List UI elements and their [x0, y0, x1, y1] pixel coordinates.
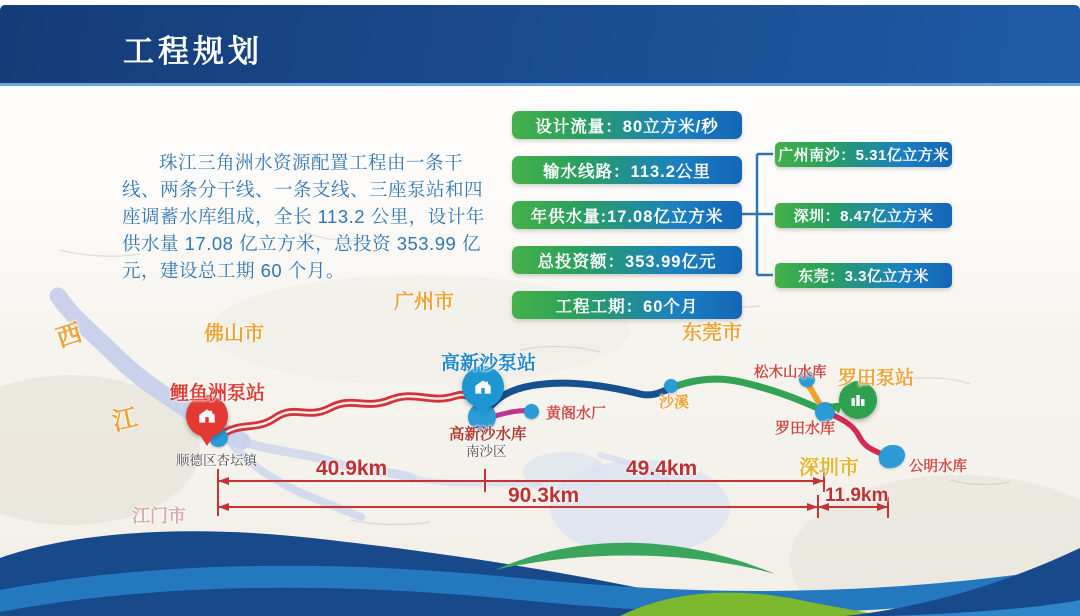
- pin-pointer: [476, 406, 490, 417]
- distance-11-9km: 11.9km: [825, 485, 889, 506]
- label-gaoxinsha-station: 高新沙泵站: [441, 353, 537, 374]
- label-jiangmen-city: 江门市: [132, 506, 186, 526]
- label-guangzhou-city: 广州市: [394, 291, 454, 313]
- label-west-river-jiang: 江: [109, 403, 141, 437]
- label-dongguan-city: 东莞市: [682, 322, 742, 344]
- header-bar: [0, 5, 1080, 86]
- pump-station-icon: [472, 376, 494, 398]
- pin-pointer: [200, 435, 214, 446]
- alloc-guangzhou-nansha: 广州南沙：5.31亿立方米: [775, 142, 952, 167]
- stat-annual-supply: 年供水量:17.08亿立方米: [512, 201, 742, 229]
- alloc-shenzhen: 深圳：8.47亿立方米: [775, 203, 952, 228]
- distance-49-4km: 49.4km: [626, 457, 698, 480]
- label-luotian-reservoir: 罗田水库: [775, 420, 836, 437]
- node-huangge: [524, 404, 539, 419]
- label-shaxi: 沙溪: [659, 394, 690, 411]
- label-gaoxinsha-reservoir: 高新沙水库: [449, 426, 527, 443]
- page-title: 工程规划: [123, 34, 263, 69]
- pump-station-icon: [196, 405, 218, 427]
- label-foshan-city: 佛山市: [204, 323, 264, 345]
- route-green: [671, 379, 822, 410]
- stat-pipeline-length: 输水线路：113.2公里: [512, 156, 742, 184]
- label-luotian-station: 罗田泵站: [838, 368, 915, 389]
- label-nansha-district: 南沙区: [466, 444, 507, 459]
- label-gongming-reservoir: 公明水库: [909, 459, 967, 475]
- stat-construction-period: 工程工期：60个月: [512, 291, 742, 319]
- intro-paragraph: 珠江三角洲水资源配置工程由一条干线、两条分干线、一条支线、三座泵站和四座调蓄水库组成，全长 113.2 公里，设计年供水量 17.08 亿立方米，总投资 353.99 亿元，建设总工期 60 个月。: [122, 152, 485, 281]
- distance-40-9km: 40.9km: [316, 457, 388, 480]
- distance-90-3km: 90.3km: [508, 484, 580, 507]
- label-xingtan-town: 顺德区杏坛镇: [176, 453, 257, 468]
- label-huangge-waterworks: 黄阁水厂: [546, 405, 607, 422]
- stat-total-investment: 总投资额：353.99亿元: [512, 246, 742, 274]
- allocation-bracket: [742, 154, 773, 275]
- alloc-dongguan: 东莞：3.3亿立方米: [775, 263, 952, 288]
- label-shenzhen-city: 深圳市: [799, 457, 859, 479]
- label-songmushan-reservoir: 松木山水库: [754, 365, 827, 381]
- stat-design-flow: 设计流量：80立方米/秒: [512, 111, 742, 139]
- label-west-river-xi: 西: [52, 318, 86, 354]
- label-liyuzhou-station: 鲤鱼洲泵站: [170, 383, 266, 404]
- pump-station-icon: [848, 390, 868, 410]
